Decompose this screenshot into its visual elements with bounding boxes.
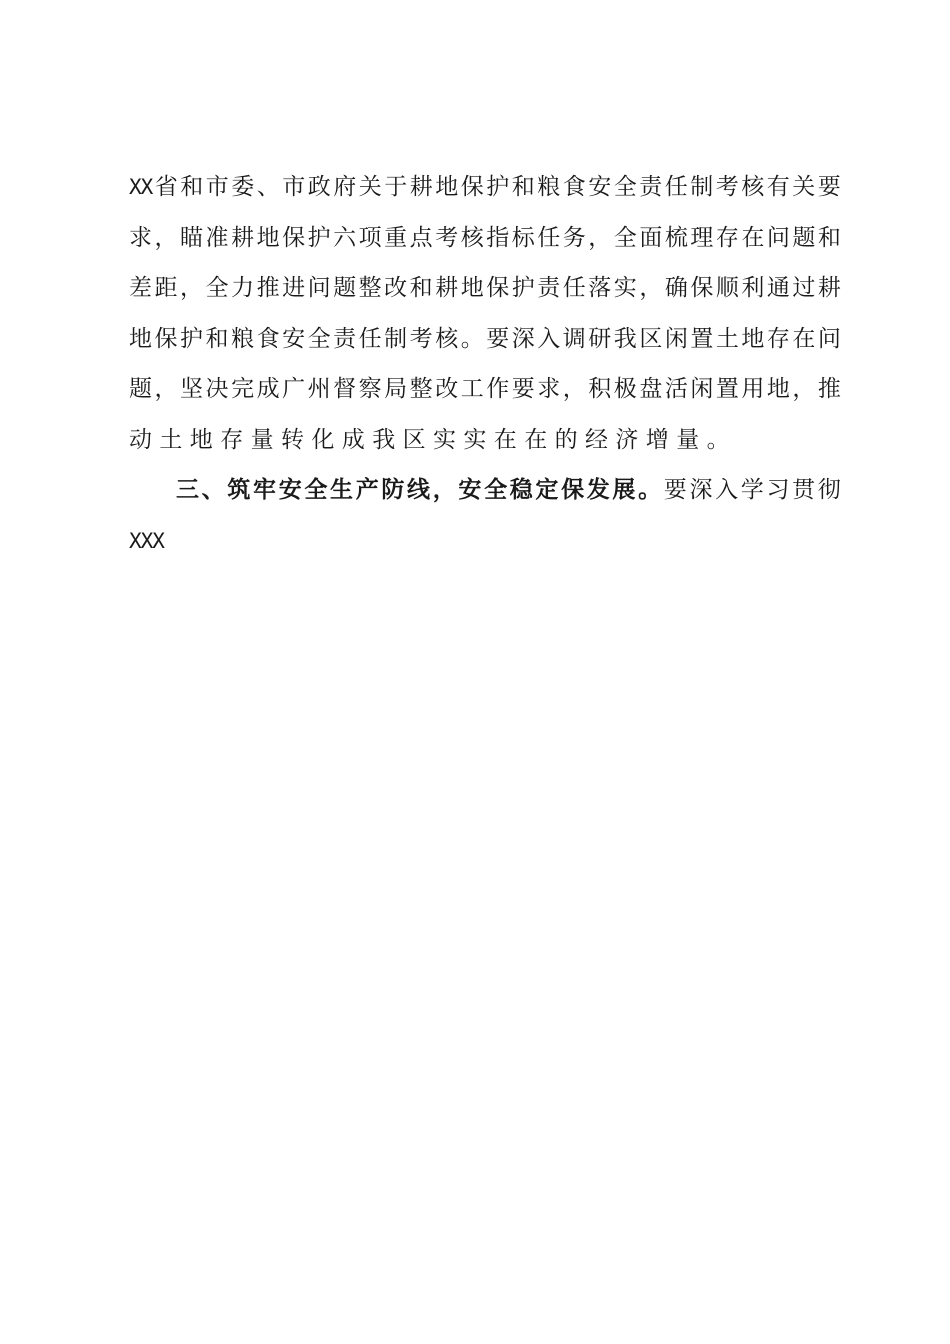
text-char: 过	[792, 275, 816, 301]
text-char: 成	[256, 376, 280, 402]
text-char: 考	[435, 224, 459, 251]
text-char: 委	[231, 174, 255, 200]
text-char: 全	[613, 174, 637, 200]
text-char: 指	[486, 224, 510, 251]
text-char: 积	[588, 376, 612, 402]
text-char: 护	[180, 325, 204, 352]
text-char: 存	[766, 325, 790, 352]
heading-char: 、	[201, 476, 225, 503]
text-char: 食	[562, 174, 586, 200]
paragraph-line	[129, 314, 841, 365]
text-char: 保	[154, 325, 178, 352]
text-char: 全	[307, 325, 331, 352]
heading-char: 产	[355, 476, 379, 503]
text-char: 问	[307, 275, 331, 301]
text-char: 落	[588, 275, 612, 301]
text-char: 、	[256, 174, 280, 200]
text-char: 广	[282, 376, 306, 402]
text-char: 区	[639, 325, 663, 352]
text-char: 推	[817, 376, 841, 402]
text-char: 置	[715, 376, 739, 402]
text-char: ，	[154, 224, 178, 251]
text-char: 决	[205, 376, 229, 402]
text-char: 存	[715, 224, 739, 251]
text-char: 责	[333, 325, 357, 352]
trailing-text: XXX	[129, 528, 164, 553]
heading-char: 。	[638, 476, 662, 503]
heading-char: 全	[484, 476, 508, 503]
text-char: 务	[562, 224, 586, 251]
text-char: ，	[180, 275, 204, 301]
text-char: 要	[486, 325, 510, 352]
text-char: 要	[511, 376, 535, 402]
text-char: 责	[639, 174, 663, 200]
text-char: 项	[358, 224, 382, 251]
text-char: 通	[766, 275, 790, 301]
text-char: 省	[154, 174, 178, 200]
text-char: 题	[792, 224, 816, 251]
text-char: 保	[486, 275, 510, 301]
text-char: 市	[205, 174, 229, 200]
text-char: 整	[358, 275, 382, 301]
heading-char: 防	[381, 476, 405, 503]
text-char: 保	[282, 224, 306, 251]
text-char: 考	[715, 174, 739, 200]
text-char: 瞄	[180, 224, 204, 251]
text-char: 政	[307, 174, 331, 200]
heading-char: 安	[278, 476, 302, 503]
text-char: 粮	[231, 325, 255, 352]
text-char: 在	[741, 224, 765, 251]
text-char: 闲	[690, 376, 714, 402]
text-char: 距	[154, 275, 178, 301]
text-char: 极	[613, 376, 637, 402]
text-char: 考	[409, 325, 433, 352]
text-char: 任	[562, 275, 586, 301]
heading-char: 定	[535, 476, 559, 503]
text-char: 重	[384, 224, 408, 251]
text-char: 全	[205, 275, 229, 301]
text-char: 置	[690, 325, 714, 352]
heading-char: 三	[176, 476, 199, 503]
text-char: ，	[588, 224, 612, 251]
text-char: 力	[231, 275, 255, 301]
text-char: 和	[511, 174, 535, 200]
heading-char: 全	[304, 476, 328, 503]
text-char: ，	[154, 376, 178, 402]
text-char: 府	[333, 174, 357, 200]
text-char: 研	[588, 325, 612, 352]
heading-char: 安	[458, 476, 482, 503]
text-char: 面	[639, 224, 663, 251]
text-char: 核	[741, 174, 765, 200]
heading-char: 线	[407, 476, 431, 503]
text-char: 护	[511, 275, 535, 301]
text-char: 督	[333, 376, 357, 402]
text-char: 任	[358, 325, 382, 352]
text-char: 耕	[409, 174, 433, 200]
text-char: 问	[817, 325, 841, 352]
text-char: 题	[129, 376, 152, 402]
text-char: 关	[792, 174, 816, 200]
text-char: 核	[435, 325, 459, 352]
text-char: 关	[358, 174, 382, 200]
text-char: 粮	[537, 174, 561, 200]
text-char: ，	[562, 376, 586, 402]
text-char: 责	[537, 275, 561, 301]
paragraph-line	[129, 263, 841, 314]
text-char: 护	[307, 224, 331, 251]
text-char: 察	[358, 376, 382, 402]
text-char: 地	[256, 224, 280, 251]
body-text	[129, 162, 841, 566]
text-char: 耕	[817, 275, 841, 301]
text-char: 彻	[817, 477, 841, 503]
text-char: 用	[741, 376, 765, 402]
text-char: 护	[486, 174, 510, 200]
text-char: 入	[537, 325, 561, 352]
text-char: 和	[817, 224, 841, 251]
text-char: 耕	[435, 275, 459, 301]
text-char: ，	[639, 275, 663, 301]
text-char: 制	[384, 325, 408, 352]
text-char: 土	[715, 325, 739, 352]
text-char: 习	[766, 477, 790, 503]
text-char: 推	[256, 275, 280, 301]
text-char: 和	[409, 275, 433, 301]
text-char: 问	[766, 224, 790, 251]
heading-char: 筑	[227, 476, 251, 503]
text-char: 求	[537, 376, 561, 402]
text-char: 闲	[664, 325, 688, 352]
text-char: 整	[409, 376, 433, 402]
text-char: 局	[384, 376, 408, 402]
text-char: 准	[205, 224, 229, 251]
text-char: 安	[282, 325, 306, 352]
text-char: 地	[741, 325, 765, 352]
heading-char: 稳	[509, 476, 533, 503]
text-char: 要	[817, 174, 841, 200]
text-char: 六	[333, 224, 357, 251]
text-char: 制	[690, 174, 714, 200]
text-char: 坚	[180, 376, 204, 402]
text-char: 入	[715, 477, 739, 503]
trailing-line	[129, 516, 841, 567]
text-char: 理	[690, 224, 714, 251]
text-char: 利	[741, 275, 765, 301]
text-char: 贯	[792, 477, 816, 503]
text-char: 深	[689, 477, 713, 503]
text-char: 和	[205, 325, 229, 352]
text-char: 点	[409, 224, 433, 251]
text-char: 耕	[231, 224, 255, 251]
text-char: 作	[486, 376, 510, 402]
paragraph-last-line-text: 动土地存量转化成我区实实在在的经济增量。	[129, 426, 737, 453]
paragraph-last-line	[129, 415, 841, 466]
text-char: 完	[231, 376, 255, 402]
text-char: 。	[460, 325, 484, 352]
paragraph-line	[129, 364, 841, 415]
text-char: 盘	[639, 376, 663, 402]
text-char: 要	[663, 477, 687, 503]
text-char: ，	[792, 376, 816, 402]
heading-char: 保	[561, 476, 585, 503]
text-char: 进	[282, 275, 306, 301]
text-char: 州	[307, 376, 331, 402]
text-char: 差	[129, 275, 152, 301]
heading-char: 生	[330, 476, 354, 503]
text-char: 深	[511, 325, 535, 352]
text-char: 和	[180, 174, 204, 200]
text-char: 梳	[664, 224, 688, 251]
heading-char: 发	[586, 476, 610, 503]
text-char: 市	[282, 174, 306, 200]
text-char: 实	[613, 275, 637, 301]
text-char: XX	[129, 175, 153, 199]
heading-char: 展	[612, 476, 636, 503]
text-char: 地	[766, 376, 790, 402]
text-char: 标	[511, 224, 535, 251]
section-heading-line	[129, 465, 841, 516]
text-char: 地	[435, 174, 459, 200]
text-char: 任	[537, 224, 561, 251]
text-char: 改	[384, 275, 408, 301]
text-char: 在	[792, 325, 816, 352]
text-char: 保	[460, 174, 484, 200]
text-char: 核	[460, 224, 484, 251]
text-char: 活	[664, 376, 688, 402]
text-char: 任	[664, 174, 688, 200]
text-char: 地	[129, 325, 152, 352]
text-char: 食	[256, 325, 280, 352]
text-char: 于	[384, 174, 408, 200]
text-char: 顺	[715, 275, 739, 301]
paragraph-line	[129, 162, 841, 213]
text-char: 有	[766, 174, 790, 200]
text-char: 题	[333, 275, 357, 301]
text-char: 调	[562, 325, 586, 352]
text-char: 学	[740, 477, 764, 503]
text-char: 保	[690, 275, 714, 301]
text-char: 全	[613, 224, 637, 251]
text-char: 改	[435, 376, 459, 402]
text-char: 确	[664, 275, 688, 301]
heading-char: ，	[432, 476, 456, 503]
heading-char: 牢	[253, 476, 277, 503]
text-char: 我	[613, 325, 637, 352]
paragraph-line	[129, 213, 841, 264]
text-char: 安	[588, 174, 612, 200]
text-char: 工	[460, 376, 484, 402]
text-char: 地	[460, 275, 484, 301]
text-char: 求	[129, 224, 152, 251]
